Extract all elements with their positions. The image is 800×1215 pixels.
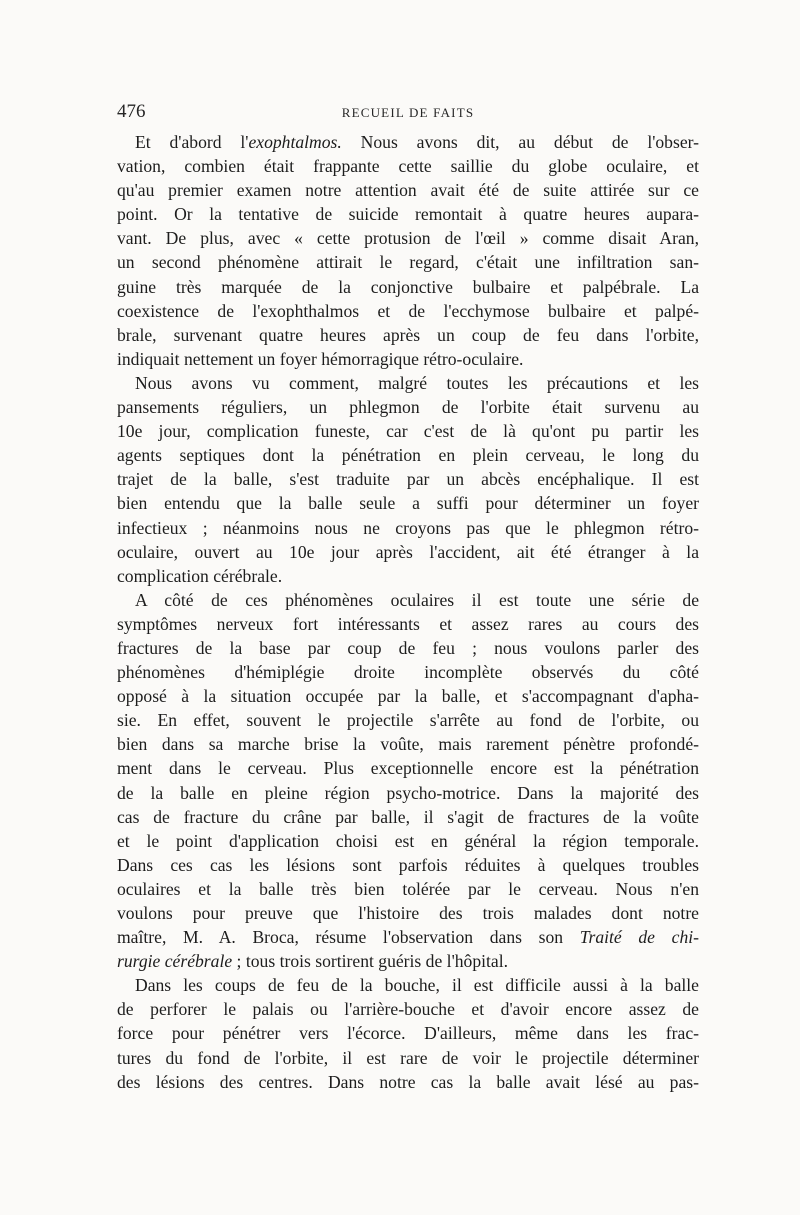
- text-run: Et d'abord l': [135, 132, 249, 152]
- italic-run: exophtalmos.: [248, 132, 342, 152]
- text-run: sie. En effet, souvent le projectile s'arrête au fond de l'orbite, ou: [117, 710, 699, 731]
- body-text: [117, 130, 699, 1094]
- text-run: complication cérébrale.: [117, 565, 283, 586]
- text-line: [117, 684, 699, 708]
- text-line: [117, 973, 699, 997]
- text-run: cas de fracture du crâne par balle, il s'agit de fractures de la voûte: [117, 806, 699, 827]
- text-line: [117, 347, 699, 371]
- text-run: brale, survenant quatre heures après un coup de feu dans l'orbite,: [117, 324, 699, 345]
- text-run: tures du fond de l'orbite, il est rare de voir le projectile déterminer: [117, 1047, 699, 1068]
- running-head: [117, 101, 699, 127]
- text-line: [117, 781, 699, 805]
- text-run: bien entendu que la balle seule a suffi pour déterminer un foyer: [117, 493, 699, 514]
- text-run: agents septiques dont la pénétration en plein cerveau, le long du: [117, 445, 699, 466]
- text-line: [117, 540, 699, 564]
- text-run: indiquait nettement un foyer hémorragique rétro-oculaire.: [117, 348, 524, 369]
- text-run: un second phénomène attirait le regard, c'était une infiltration san-: [117, 252, 699, 273]
- text-line: [117, 130, 699, 154]
- text-line: [117, 299, 699, 323]
- text-line: [117, 226, 699, 250]
- text-line: [117, 154, 699, 178]
- text-run: pansements réguliers, un phlegmon de l'orbite était survenu au: [117, 397, 699, 418]
- text-line: [117, 395, 699, 419]
- text-line: [117, 323, 699, 347]
- text-line: [117, 636, 699, 660]
- text-line: [117, 829, 699, 853]
- text-run: des lésions des centres. Dans notre cas la balle avait lésé au pas-: [117, 1071, 699, 1092]
- text-run: de perforer le palais ou l'arrière-bouche et d'avoir encore assez de: [117, 999, 699, 1020]
- text-run: Nous avons vu comment, malgré toutes les précautions et les: [135, 372, 699, 393]
- text-line: [117, 901, 699, 925]
- text-line: [117, 1046, 699, 1070]
- text-line: [117, 1021, 699, 1045]
- text-run: infectieux ; néanmoins nous ne croyons pas que le phlegmon rétro-: [117, 517, 699, 538]
- text-line: [117, 997, 699, 1021]
- text-line: [117, 877, 699, 901]
- text-run: symptômes nerveux fort intéressants et assez rares au cours des: [117, 613, 699, 634]
- text-line: [117, 588, 699, 612]
- text-line: [117, 708, 699, 732]
- text-run: point. Or la tentative de suicide remontait à quatre heures aupara-: [117, 204, 699, 225]
- italic-run: rurgie cérébrale: [117, 951, 233, 972]
- text-run: oculaires et la balle très bien tolérée par le cerveau. Nous n'en: [117, 878, 699, 899]
- text-run: guine très marquée de la conjonctive bulbaire et palpébrale. La: [117, 276, 699, 297]
- text-run: vation, combien était frappante cette saillie du globe oculaire, et: [117, 156, 699, 177]
- text-run: ment dans le cerveau. Plus exceptionnelle encore est la pénétration: [117, 758, 699, 779]
- text-line: [117, 805, 699, 829]
- text-line: [117, 853, 699, 877]
- text-run: fractures de la base par coup de feu ; nous voulons parler des: [117, 637, 699, 658]
- text-line: [117, 443, 699, 467]
- text-run: maître, M. A. Broca, résume l'observation dans son: [117, 927, 580, 948]
- text-run: force pour pénétrer vers l'écorce. D'ailleurs, même dans les frac-: [117, 1023, 699, 1044]
- text-run: ; tous trois sortirent guéris de l'hôpital.: [232, 951, 508, 972]
- text-line: [117, 925, 699, 949]
- text-line: [117, 202, 699, 226]
- text-run: oculaire, ouvert au 10e jour après l'accident, ait été étranger à la: [117, 541, 699, 562]
- running-title: RECUEIL DE FAITS: [341, 105, 475, 120]
- text-run: Dans les coups de feu de la bouche, il est difficile aussi à la balle: [135, 975, 699, 996]
- text-line: [117, 516, 699, 540]
- text-run: phénomènes d'hémiplégie droite incomplète observés du côté: [117, 662, 699, 683]
- text-line: [117, 732, 699, 756]
- text-run: qu'au premier examen notre attention avait été de suite attirée sur ce: [117, 180, 699, 201]
- text-run: opposé à la situation occupée par la balle, et s'accompagnant d'apha-: [117, 686, 699, 707]
- text-run: et le point d'application choisi est en général la région temporale.: [117, 830, 699, 851]
- text-run: de la balle en pleine région psycho-motrice. Dans la majorité des: [117, 782, 699, 803]
- italic-run: Traité de chi-: [579, 927, 699, 948]
- text-run: Dans ces cas les lésions sont parfois réduites à quelques troubles: [117, 854, 699, 875]
- text-run: coexistence de l'exophthalmos et de l'ecchymose bulbaire et palpé-: [117, 300, 699, 321]
- text-run: Nous avons dit, au début de l'obser-: [341, 132, 699, 152]
- text-line: [117, 275, 699, 299]
- text-line: [117, 1070, 699, 1094]
- text-line: [117, 491, 699, 515]
- text-run: 10e jour, complication funeste, car c'est de là qu'ont pu partir les: [117, 421, 699, 442]
- text-run: A côté de ces phénomènes oculaires il est toute une série de: [135, 589, 699, 610]
- text-line: [117, 949, 699, 973]
- text-line: [117, 371, 699, 395]
- text-run: vant. De plus, avec « cette protusion de l'œil » comme disait Aran,: [117, 228, 699, 249]
- text-line: [117, 564, 699, 588]
- text-line: [117, 756, 699, 780]
- text-line: [117, 419, 699, 443]
- text-run: voulons pour preuve que l'histoire des trois malades dont notre: [117, 903, 699, 923]
- text-line: [117, 178, 699, 202]
- text-line: [117, 660, 699, 684]
- text-line: [117, 612, 699, 636]
- text-line: [117, 467, 699, 491]
- text-run: bien dans sa marche brise la voûte, mais rarement pénètre profondé-: [117, 734, 699, 755]
- text-run: trajet de la balle, s'est traduite par un abcès encéphalique. Il est: [117, 469, 699, 490]
- page-number: 476: [117, 101, 146, 122]
- text-line: [117, 250, 699, 274]
